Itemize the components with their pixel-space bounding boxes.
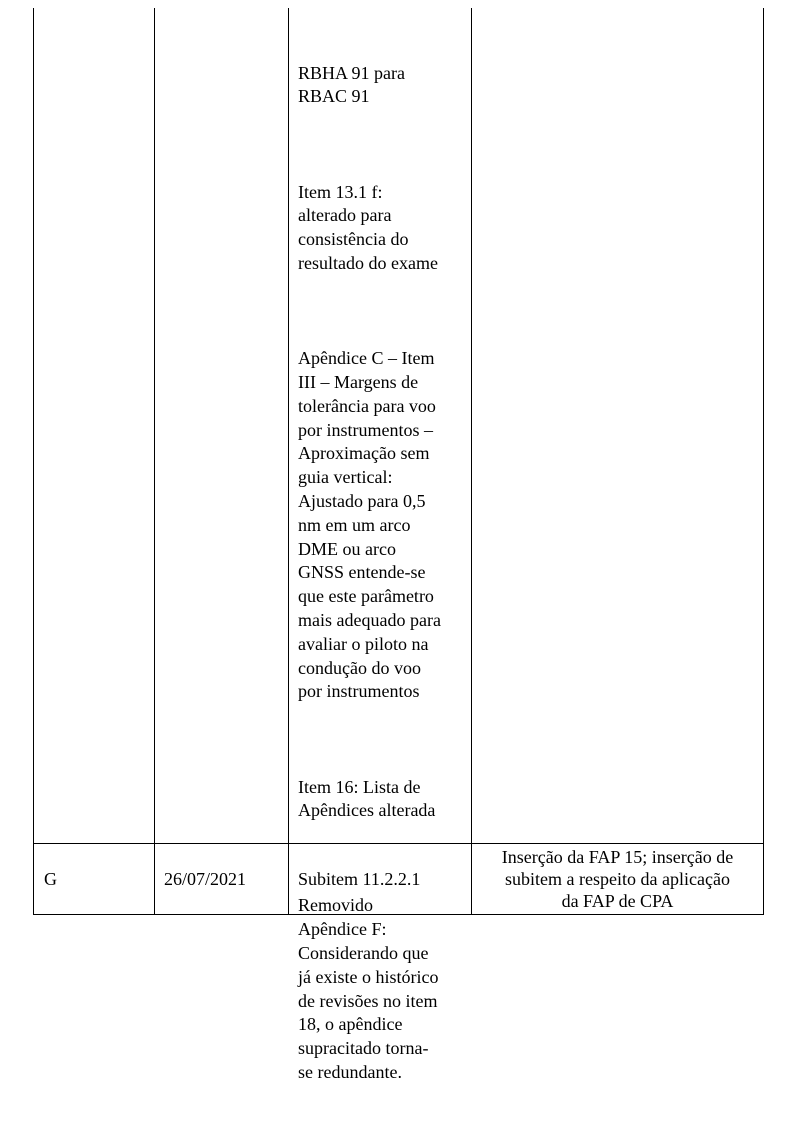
change-paragraph-apendice-c: Apêndice C – Item III – Margens de tolerância para voo por instrumentos – Aproximação sem guia vertical: Ajustado para 0,5 nm em um arco DME ou arco GNSS entende-se que este parâmetro mais adequado para avaliar o piloto na condução do voo por instrumentos [298,348,441,702]
change-paragraph-item-16: Item 16: Lista de Apêndices alterada [298,776,436,821]
column-divider-3 [471,8,472,915]
table-border-left [33,8,34,915]
change-paragraph-apendice-f: Removido Apêndice F: Considerando que já existe o histórico de revisões no item 18, o apêndice supracitado torna- se redundante. [298,895,439,1083]
table-border-right [763,8,764,915]
column-divider-2 [288,8,289,915]
description-cell: Inserção da FAP 15; inserção de subitem a respeito da aplicação da FAP de CPA [501,847,734,911]
change-paragraph-item-13-1f: Item 13.1 f: alterado para consistência do resultado do exame [298,181,438,273]
change-paragraph-rbha: RBHA 91 para RBAC 91 [298,62,405,107]
changes-cell [298,14,441,1132]
date-cell: 26/07/2021 [164,869,247,889]
column-divider-1 [154,8,155,915]
revision-cell: G [44,869,57,889]
item-cell: Subitem 11.2.2.1 [298,869,421,889]
